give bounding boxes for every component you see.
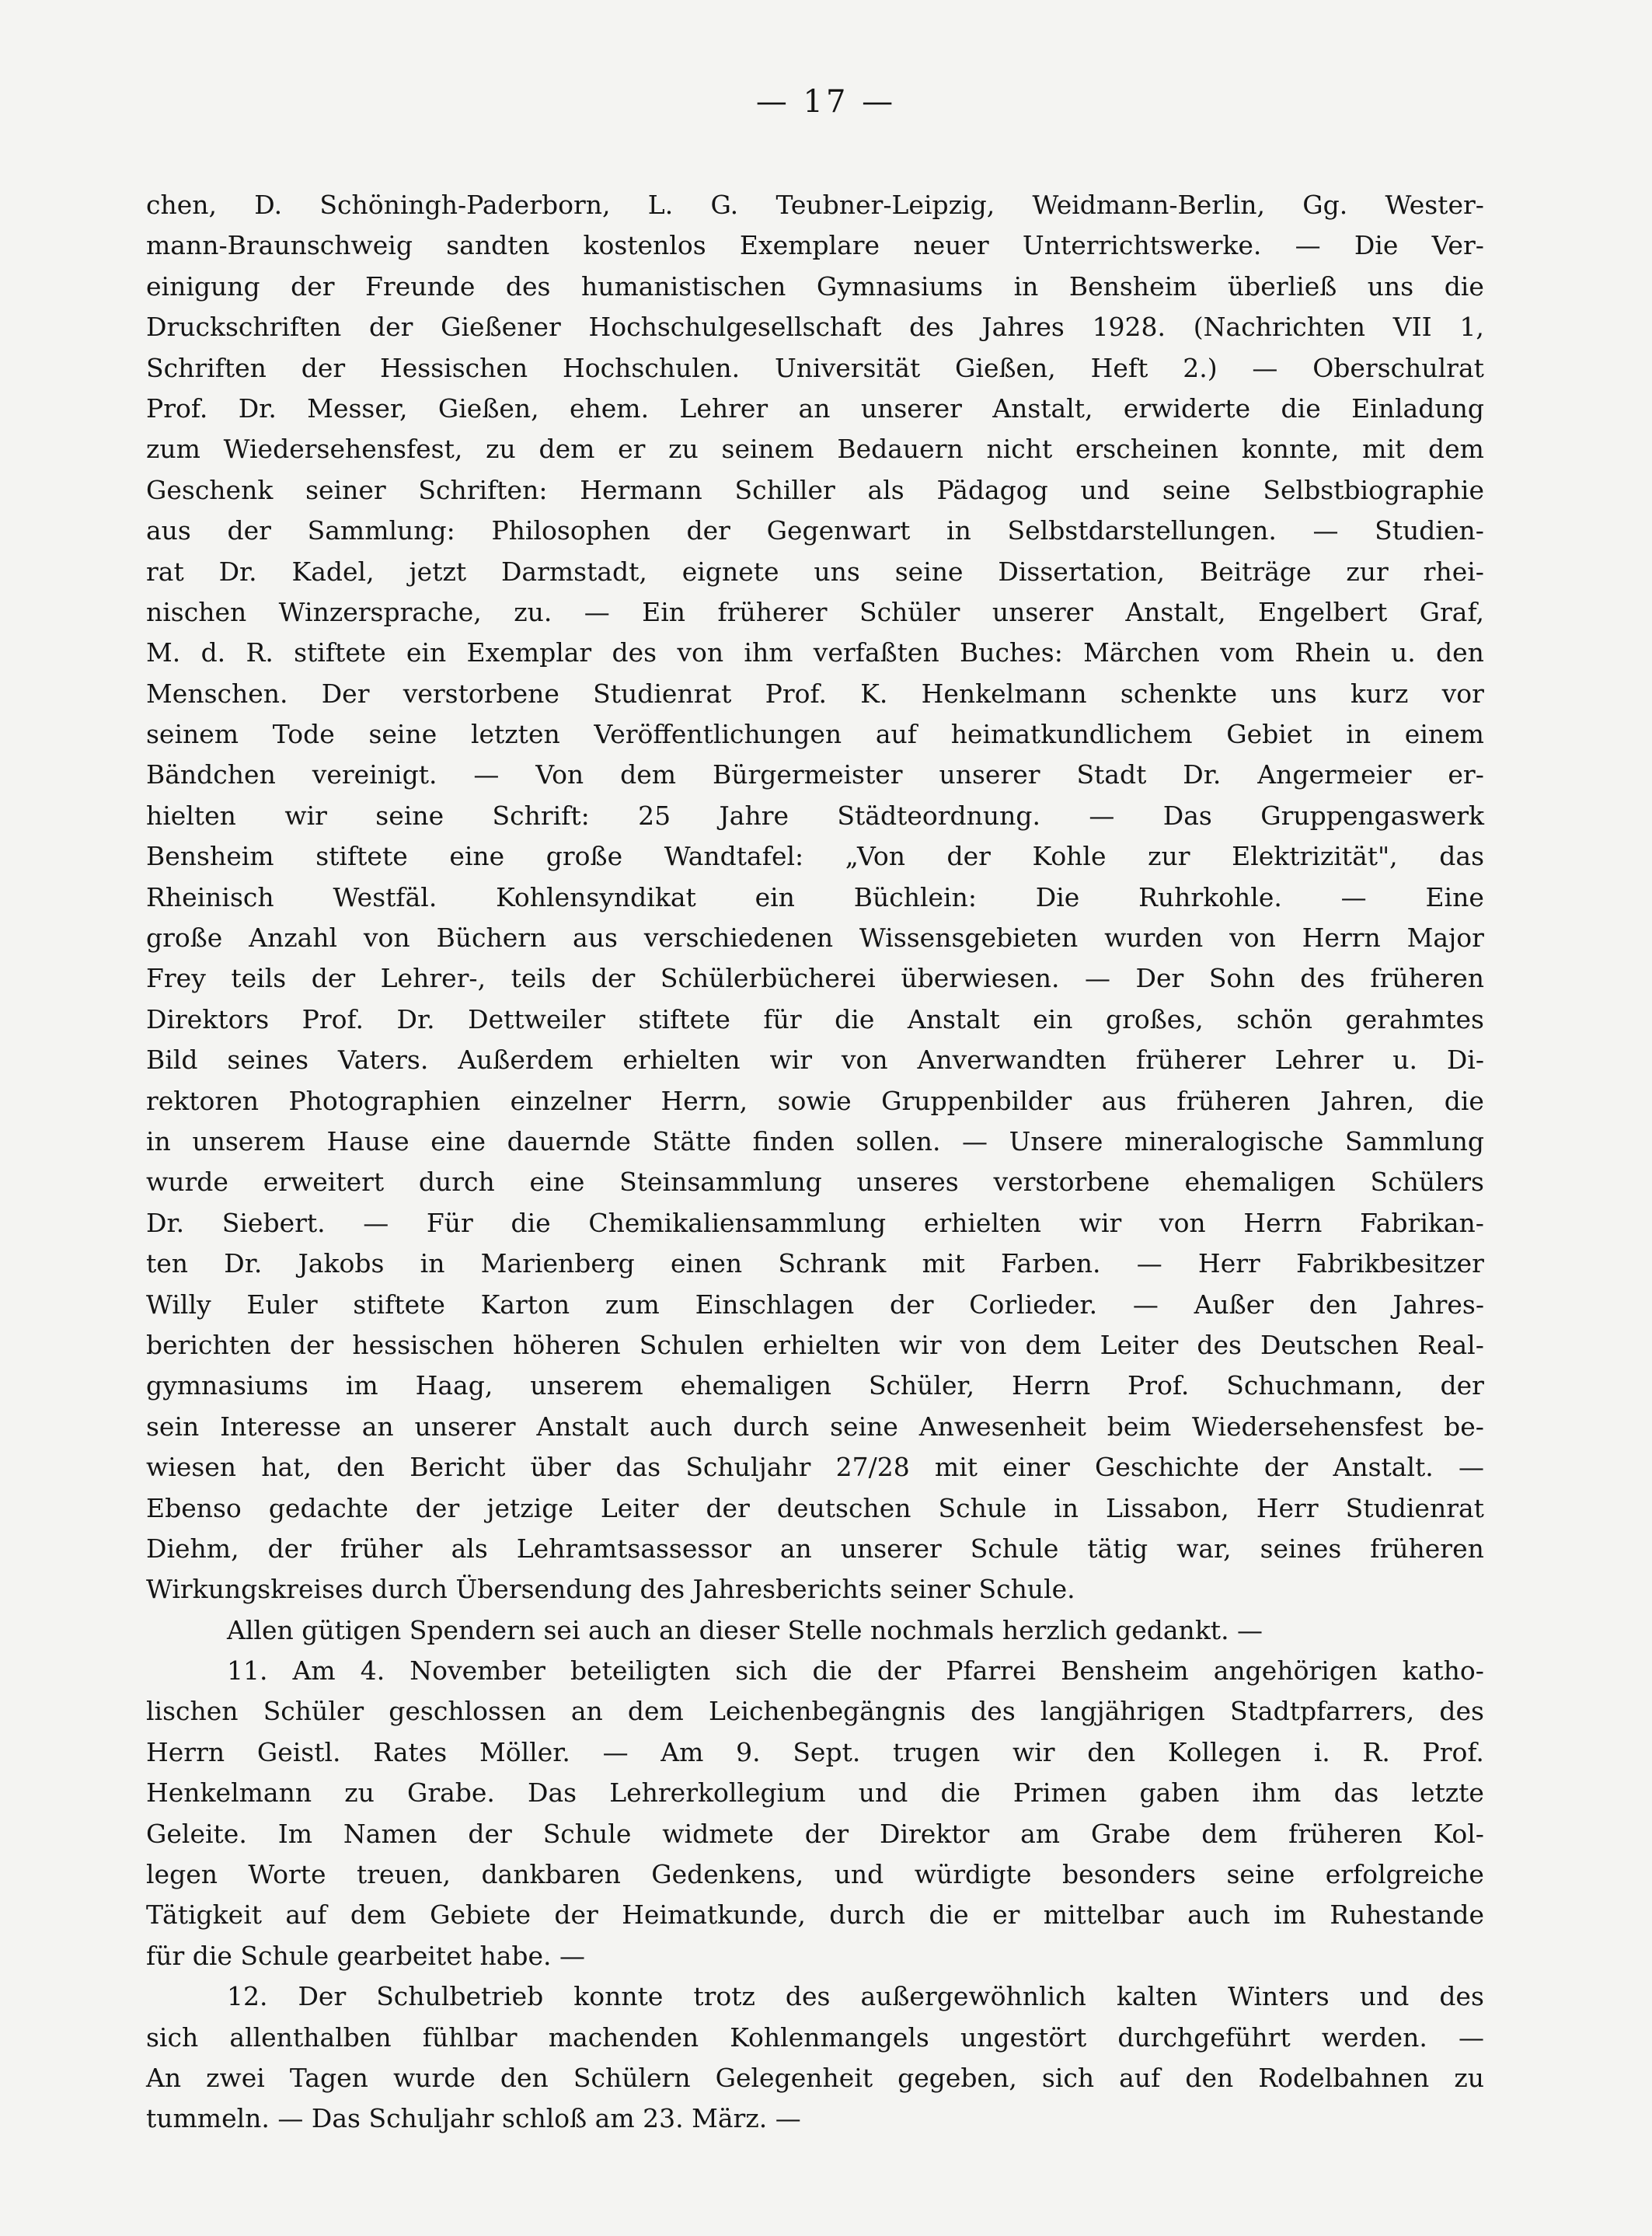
text-line: nischen Winzersprache, zu. — Ein früherer Schüler unserer Anstalt, Engelbert Graf, — [146, 596, 1484, 627]
text-line: 12. Der Schulbetrieb konnte trotz des außergewöhnlich kalten Winters und des — [227, 1981, 1484, 2012]
text-line: M. d. R. stiftete ein Exemplar des von ihm verfaßten Buches: Märchen vom Rhein u. den — [146, 637, 1484, 668]
text-line: mann-Braunschweig sandten kostenlos Exemplare neuer Unterrichtswerke. — Die Ver- — [146, 230, 1484, 261]
text-line: Geschenk seiner Schriften: Hermann Schiller als Pädagog und seine Selbstbiographie — [146, 474, 1484, 505]
text-line: Tätigkeit auf dem Gebiete der Heimatkunde, durch die er mittelbar auch im Ruhestande — [146, 1899, 1484, 1931]
text-line: berichten der hessischen höheren Schulen erhielten wir von dem Leiter des Deutschen Real- — [146, 1329, 1484, 1360]
body-text — [146, 185, 1484, 2140]
text-line: wurde erweitert durch eine Steinsammlung unseres verstorbene ehemaligen Schülers — [146, 1167, 1484, 1198]
page-number: — 17 — — [755, 84, 897, 120]
text-line: Ebenso gedachte der jetzige Leiter der deutschen Schule in Lissabon, Herr Studienrat — [146, 1492, 1484, 1523]
text-line: seinem Tode seine letzten Veröffentlichungen auf heimatkundlichem Gebiet in einem — [146, 719, 1484, 750]
text-line: Direktors Prof. Dr. Dettweiler stiftete für die Anstalt ein großes, schön gerahmtes — [146, 1003, 1484, 1034]
text-line: Henkelmann zu Grabe. Das Lehrerkollegium und die Primen gaben ihm das letzte — [146, 1777, 1484, 1809]
text-line: gymnasiums im Haag, unserem ehemaligen Schüler, Herrn Prof. Schuchmann, der — [146, 1370, 1484, 1401]
text-line: Bändchen vereinigt. — Von dem Bürgermeister unserer Stadt Dr. Angermeier er- — [146, 759, 1484, 790]
text-line: chen, D. Schöningh-Paderborn, L. G. Teubner-Leipzig, Weidmann-Berlin, Gg. Wester- — [146, 190, 1484, 220]
text-line: Herrn Geistl. Rates Möller. — Am 9. Sept. trugen wir den Kollegen i. R. Prof. — [146, 1736, 1484, 1767]
text-line: rat Dr. Kadel, jetzt Darmstadt, eignete uns seine Dissertation, Beiträge zur rhei- — [146, 556, 1484, 587]
text-line: Allen gütigen Spendern sei auch an dieser Stelle nochmals herzlich gedankt. — — [227, 1614, 1263, 1645]
text-line: in unserem Hause eine dauernde Stätte finden sollen. — Unsere mineralogische Sammlung — [146, 1125, 1484, 1156]
text-line: Druckschriften der Gießener Hochschulgesellschaft des Jahres 1928. (Nachrichten VII 1, — [146, 312, 1484, 343]
text-line: hielten wir seine Schrift: 25 Jahre Städteordnung. — Das Gruppengaswerk — [146, 800, 1484, 831]
text-line: Dr. Siebert. — Für die Chemikaliensammlung erhielten wir von Herrn Fabrikan- — [146, 1207, 1484, 1238]
text-line: sein Interesse an unserer Anstalt auch durch seine Anwesenheit beim Wiedersehensfest be- — [146, 1411, 1484, 1442]
text-line: legen Worte treuen, dankbaren Gedenkens, und würdigte besonders seine erfolgreiche — [146, 1859, 1484, 1890]
text-line: aus der Sammlung: Philosophen der Gegenwart in Selbstdarstellungen. — Studien- — [146, 515, 1484, 546]
text-line: für die Schule gearbeitet habe. — — [146, 1940, 586, 1971]
text-line: Bensheim stiftete eine große Wandtafel: „Von der Kohle zur Elektrizität", das — [146, 841, 1484, 872]
text-line: Bild seines Vaters. Außerdem erhielten wir von Anverwandten früherer Lehrer u. Di- — [146, 1045, 1484, 1076]
text-line: Prof. Dr. Messer, Gießen, ehem. Lehrer an unserer Anstalt, erwiderte die Einladung — [146, 392, 1484, 424]
text-line: Rheinisch Westfäl. Kohlensyndikat ein Büchlein: Die Ruhrkohle. — Eine — [146, 881, 1484, 912]
text-line: große Anzahl von Büchern aus verschiedenen Wissensgebieten wurden von Herrn Major — [146, 923, 1484, 954]
text-line: lischen Schüler geschlossen an dem Leichenbegängnis des langjährigen Stadtpfarrers, des — [146, 1696, 1484, 1727]
text-line: An zwei Tagen wurde den Schülern Gelegenheit gegeben, sich auf den Rodelbahnen zu — [146, 2062, 1484, 2093]
text-line: Frey teils der Lehrer-, teils der Schülerbücherei überwiesen. — Der Sohn des früheren — [146, 963, 1484, 994]
text-line: ten Dr. Jakobs in Marienberg einen Schrank mit Farben. — Herr Fabrikbesitzer — [146, 1248, 1484, 1279]
text-line: einigung der Freunde des humanistischen Gymnasiums in Bensheim überließ uns die — [146, 270, 1484, 302]
text-line: wiesen hat, den Bericht über das Schuljahr 27/28 mit einer Geschichte der Anstalt. — — [146, 1452, 1484, 1483]
text-line: Menschen. Der verstorbene Studienrat Prof. K. Henkelmann schenkte uns kurz vor — [146, 678, 1484, 709]
text-line: Wirkungskreises durch Übersendung des Jahresberichts seiner Schule. — [146, 1574, 1075, 1605]
text-line: rektoren Photographien einzelner Herrn, sowie Gruppenbilder aus früheren Jahren, die — [146, 1085, 1484, 1116]
text-line: Geleite. Im Namen der Schule widmete der Direktor am Grabe dem früheren Kol- — [146, 1818, 1484, 1849]
text-line: tummeln. — Das Schuljahr schloß am 23. März. — — [146, 2103, 801, 2134]
text-line: 11. Am 4. November beteiligten sich die der Pfarrei Bensheim angehörigen katho- — [227, 1655, 1484, 1687]
text-line: Willy Euler stiftete Karton zum Einschlagen der Corlieder. — Außer den Jahres- — [146, 1289, 1484, 1320]
text-line: Schriften der Hessischen Hochschulen. Universität Gießen, Heft 2.) — Oberschulrat — [146, 352, 1484, 383]
text-line: sich allenthalben fühlbar machenden Kohlenmangels ungestört durchgeführt werden. — — [146, 2021, 1484, 2053]
text-line: zum Wiedersehensfest, zu dem er zu seinem Bedauern nicht erscheinen konnte, mit dem — [146, 434, 1484, 465]
text-line: Diehm, der früher als Lehramtsassessor an unserer Schule tätig war, seines früheren — [146, 1533, 1484, 1564]
